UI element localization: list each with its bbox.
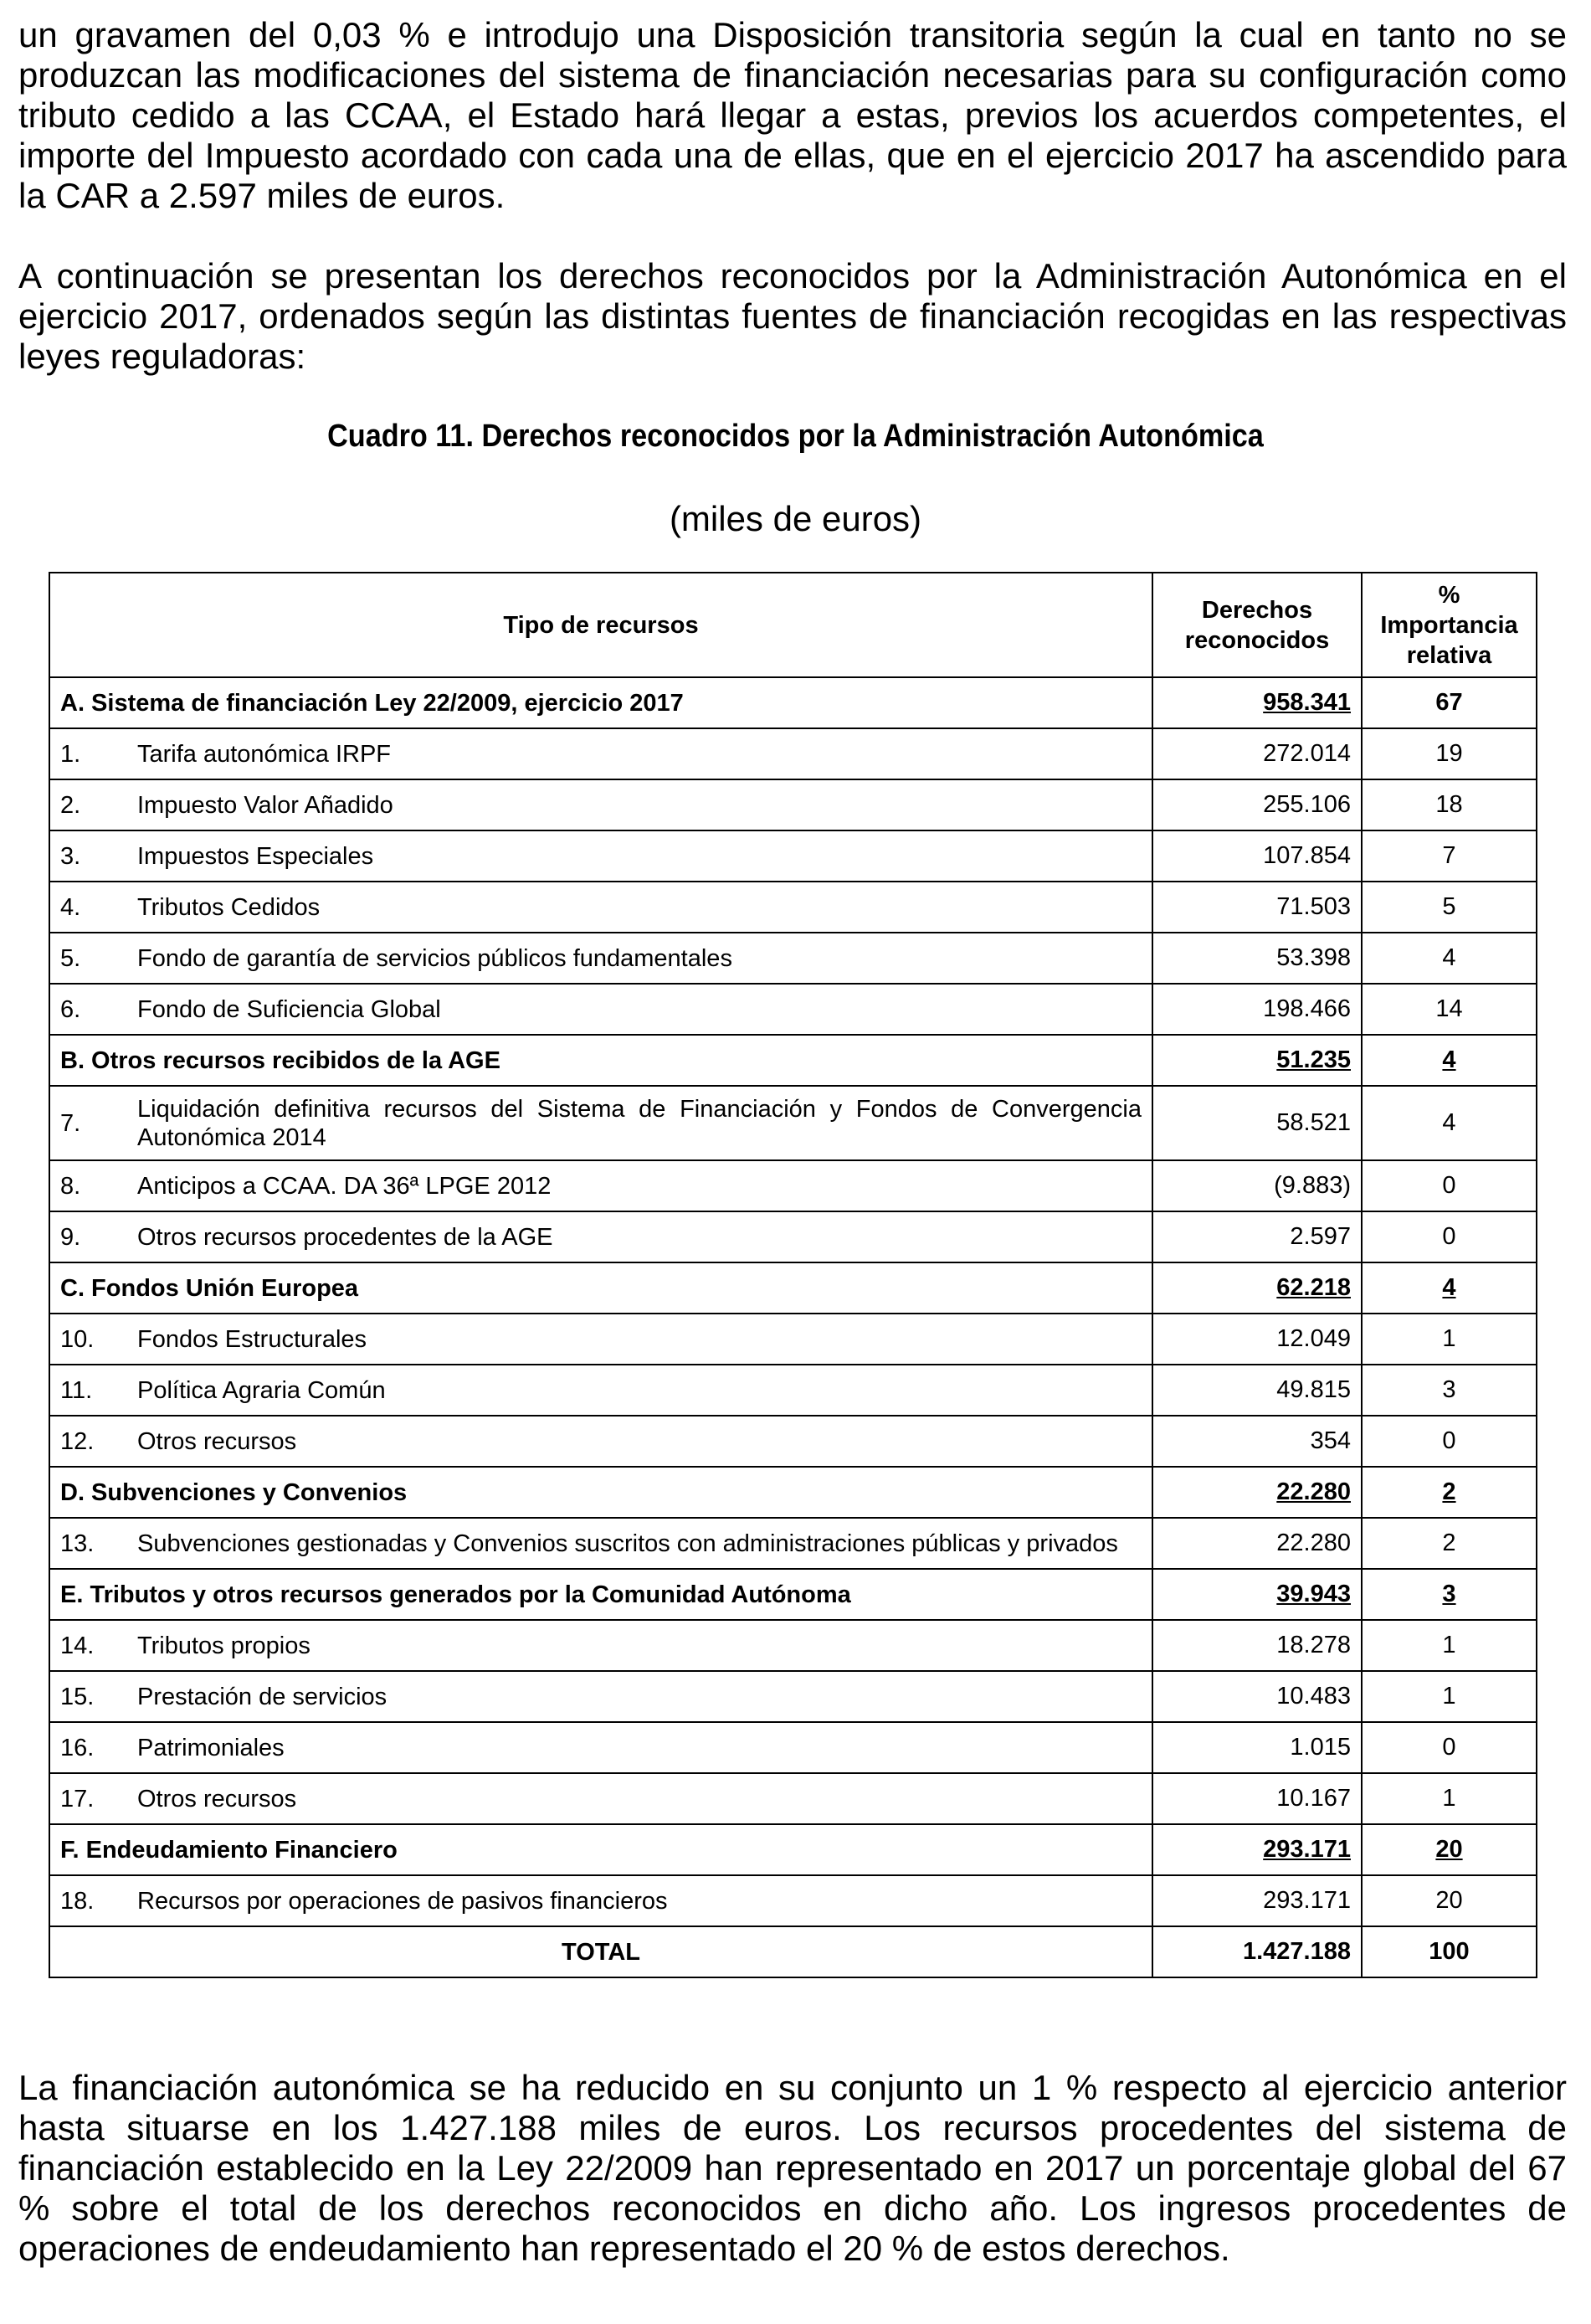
header-type: Tipo de recursos [49,573,1152,677]
row-label: Recursos por operaciones de pasivos financieros [137,1887,668,1915]
section-value-cell [1152,677,1362,728]
section-pct-cell [1362,1262,1537,1314]
row-index: 6. [60,995,81,1023]
section-row [49,1824,1537,1875]
table-row [49,882,1537,933]
row-pct: 3 [1362,1365,1537,1416]
row-value: 107.854 [1152,830,1362,882]
row-pct: 1 [1362,1671,1537,1722]
table-row [49,1314,1537,1365]
row-label-cell [49,984,1152,1035]
table-row [49,1365,1537,1416]
row-index: 13. [60,1530,95,1557]
row-value: (9.883) [1152,1160,1362,1211]
section-row [49,1262,1537,1314]
row-label: Patrimoniales [137,1734,285,1761]
section-value: 51.235 [1276,1046,1351,1073]
table-row [49,779,1537,830]
table-row [49,1875,1537,1926]
row-label: Fondo de garantía de servicios públicos fundamentales [137,944,732,972]
total-pct: 100 [1362,1926,1537,1977]
lead-paragraph: A continuación se presentan los derechos reconocidos por la Administración Autonómica en el ejercicio 2017, ordenados según las distintas fuentes de financiación recogidas en las respectivas leyes reguladoras: [18,256,1567,376]
section-value-cell [1152,1035,1362,1086]
row-label: Tarifa autonómica IRPF [137,740,392,768]
section-value: 293.171 [1263,1836,1351,1863]
section-label: D. Subvenciones y Convenios [49,1467,1152,1518]
section-label: A. Sistema de financiación Ley 22/2009, ejercicio 2017 [49,677,1152,728]
section-pct: 67 [1362,677,1537,728]
table-row [49,984,1537,1035]
intro-paragraph: un gravamen del 0,03 % e introdujo una Disposición transitoria según la cual en tanto no se produzcan las modificaciones del sistema de financiación necesarias para su configuración como tributo cedido a las CCAA, el Estado hará llegar a estas, previos los acuerdos competentes, el importe del Impuesto acordado con cada una de ellas, que en el ejercicio 2017 ha ascendido para la CAR a 2.597 miles de euros. [18,15,1567,215]
row-pct: 4 [1362,1086,1537,1160]
row-label-cell [49,830,1152,882]
row-index: 3. [60,842,81,870]
total-row [49,1926,1537,1977]
row-label: Fondo de Suficiencia Global [137,995,441,1023]
header-rights [1152,573,1362,677]
row-pct: 0 [1362,1160,1537,1211]
row-pct: 1 [1362,1620,1537,1671]
table-row [49,1773,1537,1824]
row-label: Anticipos a CCAA. DA 36ª LPGE 2012 [137,1172,552,1200]
section-value: 62.218 [1276,1274,1351,1301]
row-label: Fondos Estructurales [137,1325,367,1353]
row-label: Subvenciones gestionadas y Convenios suscritos con administraciones públicas y privados [137,1530,1118,1557]
row-value: 10.167 [1152,1773,1362,1824]
row-index: 15. [60,1683,95,1710]
row-index: 7. [60,1109,81,1137]
table-row [49,1160,1537,1211]
row-pct: 20 [1362,1875,1537,1926]
section-label: C. Fondos Unión Europea [49,1262,1152,1314]
section-label: F. Endeudamiento Financiero [49,1824,1152,1875]
section-row [49,677,1537,728]
row-label-cell [49,1160,1152,1211]
table-row [49,1518,1537,1569]
row-label-cell [49,1671,1152,1722]
row-label-cell [49,1773,1152,1824]
row-value: 18.278 [1152,1620,1362,1671]
row-value: 1.015 [1152,1722,1362,1773]
row-pct: 0 [1362,1722,1537,1773]
row-index: 14. [60,1632,95,1659]
table-row [49,1416,1537,1467]
row-label-cell [49,882,1152,933]
table-row [49,1211,1537,1262]
row-index: 2. [60,791,81,819]
row-value: 22.280 [1152,1518,1362,1569]
section-value-cell [1152,1262,1362,1314]
section-pct-cell [1362,1035,1537,1086]
row-label: Política Agraria Común [137,1376,386,1404]
resources-table [49,572,1537,1978]
section-label: B. Otros recursos recibidos de la AGE [49,1035,1152,1086]
table-row [49,1722,1537,1773]
row-label-cell [49,1211,1152,1262]
row-label-cell [49,933,1152,984]
section-pct: 20 [1435,1836,1463,1863]
header-pct [1362,573,1537,677]
row-index: 17. [60,1785,95,1812]
row-index: 4. [60,893,81,921]
row-index: 8. [60,1172,81,1200]
row-label-cell [49,1314,1152,1365]
row-value: 10.483 [1152,1671,1362,1722]
section-row [49,1569,1537,1620]
table-units: (miles de euros) [669,499,922,538]
row-value: 49.815 [1152,1365,1362,1416]
section-pct: 3 [1442,1581,1456,1607]
section-value: 22.280 [1276,1478,1351,1505]
row-label: Liquidación definitiva recursos del Sistema de Financiación y Fondos de Convergencia Autonómica 2014 [137,1095,1142,1151]
section-value-cell [1152,1467,1362,1518]
table-header-row [49,573,1537,677]
row-label-cell [49,1365,1152,1416]
table-body [49,677,1537,1977]
row-index: 11. [60,1376,93,1404]
section-pct-cell [1362,1467,1537,1518]
row-value: 198.466 [1152,984,1362,1035]
row-value: 71.503 [1152,882,1362,933]
row-pct: 19 [1362,728,1537,779]
section-pct: 2 [1442,1478,1456,1505]
row-label-cell [49,1620,1152,1671]
section-value-cell [1152,1569,1362,1620]
row-label: Otros recursos [137,1427,297,1455]
row-label-cell [49,1086,1152,1160]
section-row [49,1467,1537,1518]
resources-table-container [49,572,1536,1978]
row-label-cell [49,1518,1152,1569]
section-pct: 4 [1442,1274,1456,1301]
row-pct: 0 [1362,1211,1537,1262]
row-index: 16. [60,1734,95,1761]
row-pct: 7 [1362,830,1537,882]
table-row [49,1620,1537,1671]
row-label: Tributos Cedidos [137,893,321,921]
row-pct: 1 [1362,1314,1537,1365]
row-pct: 14 [1362,984,1537,1035]
section-value: 958.341 [1263,689,1351,716]
row-label: Otros recursos [137,1785,297,1812]
row-index: 1. [60,740,81,768]
row-value: 2.597 [1152,1211,1362,1262]
row-label-cell [49,728,1152,779]
table-title: Cuadro 11. Derechos reconocidos por la Administración Autonómica [327,419,1264,454]
section-value: 39.943 [1276,1581,1351,1607]
row-value: 255.106 [1152,779,1362,830]
section-pct-cell [1362,1569,1537,1620]
section-pct: 4 [1442,1046,1456,1073]
section-pct-cell [1362,1824,1537,1875]
row-label: Tributos propios [137,1632,311,1659]
row-index: 10. [60,1325,95,1353]
row-label-cell [49,1722,1152,1773]
row-label-cell [49,1875,1152,1926]
table-row [49,1086,1537,1160]
row-value: 58.521 [1152,1086,1362,1160]
row-pct: 1 [1362,1773,1537,1824]
header-rights-label: Derechos reconocidos [1184,596,1330,654]
row-label-cell [49,1416,1152,1467]
section-value-cell [1152,1824,1362,1875]
row-pct: 4 [1362,933,1537,984]
row-label: Impuesto Valor Añadido [137,791,393,819]
row-index: 5. [60,944,81,972]
row-label: Otros recursos procedentes de la AGE [137,1223,553,1251]
row-value: 272.014 [1152,728,1362,779]
section-label: E. Tributos y otros recursos generados por la Comunidad Autónoma [49,1569,1152,1620]
row-value: 293.171 [1152,1875,1362,1926]
row-label: Prestación de servicios [137,1683,387,1710]
row-label-cell [49,779,1152,830]
row-value: 354 [1152,1416,1362,1467]
row-value: 53.398 [1152,933,1362,984]
row-index: 12. [60,1427,95,1455]
row-pct: 18 [1362,779,1537,830]
row-index: 18. [60,1887,95,1915]
total-label: TOTAL [49,1926,1152,1977]
section-row [49,1035,1537,1086]
row-label: Impuestos Especiales [137,842,374,870]
row-pct: 5 [1362,882,1537,933]
header-pct-label: Importancia relativa [1380,611,1518,669]
total-value: 1.427.188 [1152,1926,1362,1977]
table-row [49,728,1537,779]
row-index: 9. [60,1223,81,1251]
row-value: 12.049 [1152,1314,1362,1365]
row-pct: 2 [1362,1518,1537,1569]
table-row [49,933,1537,984]
closing-paragraph: La financiación autonómica se ha reducido en su conjunto un 1 % respecto al ejercicio anterior hasta situarse en los 1.427.188 miles de euros. Los recursos procedentes del sistema de financiación establecido en la Ley 22/2009 han representado en 2017 un porcentaje global del 67 % sobre el total de los derechos reconocidos en dicho año. Los ingresos procedentes de operaciones de endeudamiento han representado el 20 % de estos derechos. [18,2068,1567,2268]
table-row [49,1671,1537,1722]
row-pct: 0 [1362,1416,1537,1467]
header-pct-symbol: % [1438,581,1460,609]
table-row [49,830,1537,882]
